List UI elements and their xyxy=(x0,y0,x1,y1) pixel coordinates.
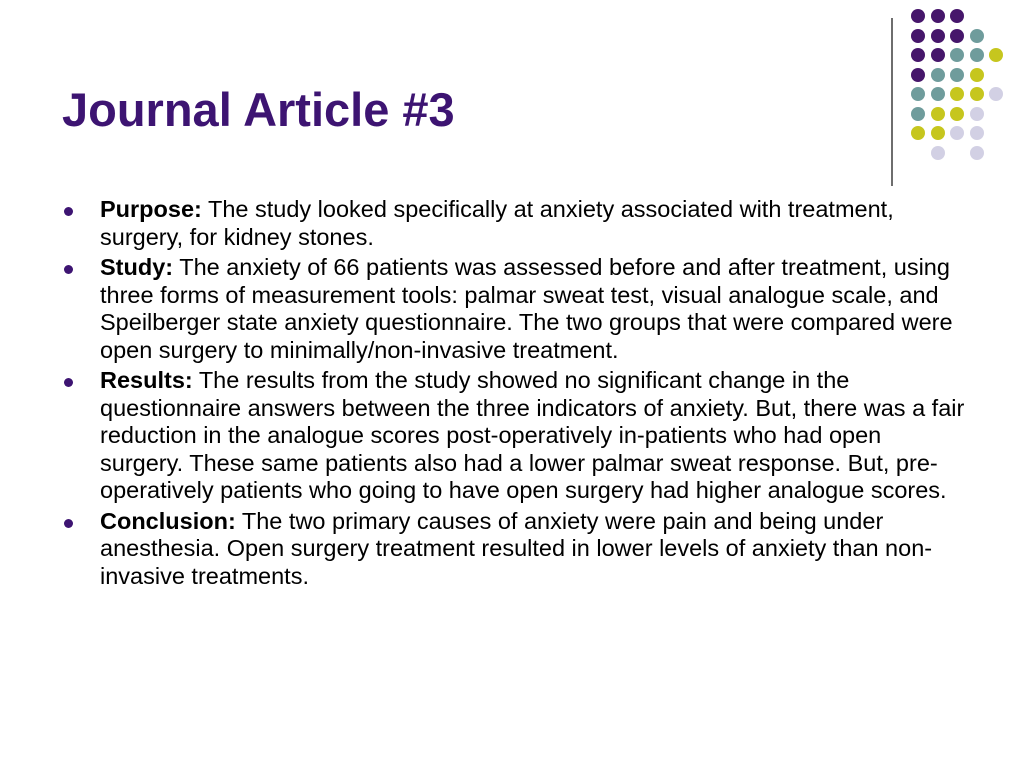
bullet-item-study xyxy=(62,254,968,364)
bullet-term: Results: xyxy=(100,367,193,393)
decorative-dot-purple xyxy=(911,48,925,62)
decorative-dot-purple xyxy=(931,29,945,43)
decorative-dot-purple xyxy=(911,29,925,43)
bullet-text: The anxiety of 66 patients was assessed before and after treatment, using three forms of measurement tools: palmar sweat test, visual analogue scale, and Speilberger state anxiety questionnaire. The two groups that were compared were open surgery to minimally/non-invasive treatment. xyxy=(100,254,953,363)
bullet-item-purpose xyxy=(62,196,968,251)
decorative-dot-purple xyxy=(931,48,945,62)
decorative-dot-purple xyxy=(931,9,945,23)
bullet-text: The results from the study showed no significant change in the questionnaire answers between the three indicators of anxiety. But, there was a fair reduction in the analogue scores post-operatively in-patients who had open surgery. These same patients also had a lower palmar sweat response. But, pre-operatively patients who going to have open surgery had higher analogue scores. xyxy=(100,367,965,503)
bullet-item-conclusion xyxy=(62,508,968,591)
decorative-dot-teal xyxy=(970,29,984,43)
decorative-dot-teal xyxy=(950,48,964,62)
decorative-dot-purple xyxy=(911,9,925,23)
decorative-dot-olive xyxy=(950,107,964,121)
decorative-dot-purple xyxy=(911,68,925,82)
decorative-dot-lavender xyxy=(970,107,984,121)
decorative-dot-olive xyxy=(989,48,1003,62)
bullet-item-results xyxy=(62,367,968,505)
vertical-divider xyxy=(891,18,893,186)
bullet-text: The study looked specifically at anxiety associated with treatment, surgery, for kidney stones. xyxy=(100,196,894,250)
decorative-dot-olive xyxy=(931,107,945,121)
decorative-dot-purple xyxy=(950,29,964,43)
slide-title: Journal Article #3 xyxy=(62,83,455,136)
decorative-dot-lavender xyxy=(989,87,1003,101)
decorative-dot-lavender xyxy=(970,126,984,140)
bullet-text: The two primary causes of anxiety were pain and being under anesthesia. Open surgery treatment resulted in lower levels of anxiety than non-invasive treatments. xyxy=(100,507,933,589)
bullet-term: Conclusion: xyxy=(100,507,236,534)
bullet-dot-icon xyxy=(64,265,73,274)
decorative-dot-lavender xyxy=(970,146,984,160)
decorative-dot-teal xyxy=(911,107,925,121)
decorative-dot-teal xyxy=(950,68,964,82)
decorative-dot-olive xyxy=(970,68,984,82)
decorative-dot-olive xyxy=(911,126,925,140)
bullet-term: Study: xyxy=(100,254,174,280)
bullet-dot-icon xyxy=(64,207,73,216)
decorative-dot-teal xyxy=(931,87,945,101)
decorative-dot-teal xyxy=(911,87,925,101)
decorative-dot-olive xyxy=(970,87,984,101)
bullet-dot-icon xyxy=(64,378,73,387)
decorative-dot-purple xyxy=(950,9,964,23)
bullet-dot-icon xyxy=(64,519,73,528)
decorative-dot-teal xyxy=(931,68,945,82)
decorative-dot-lavender xyxy=(950,126,964,140)
bullet-term: Purpose: xyxy=(100,196,202,222)
decorative-dot-olive xyxy=(931,126,945,140)
decorative-dot-olive xyxy=(950,87,964,101)
bullet-list xyxy=(62,196,968,593)
decorative-dot-teal xyxy=(970,48,984,62)
decorative-dot-lavender xyxy=(931,146,945,160)
